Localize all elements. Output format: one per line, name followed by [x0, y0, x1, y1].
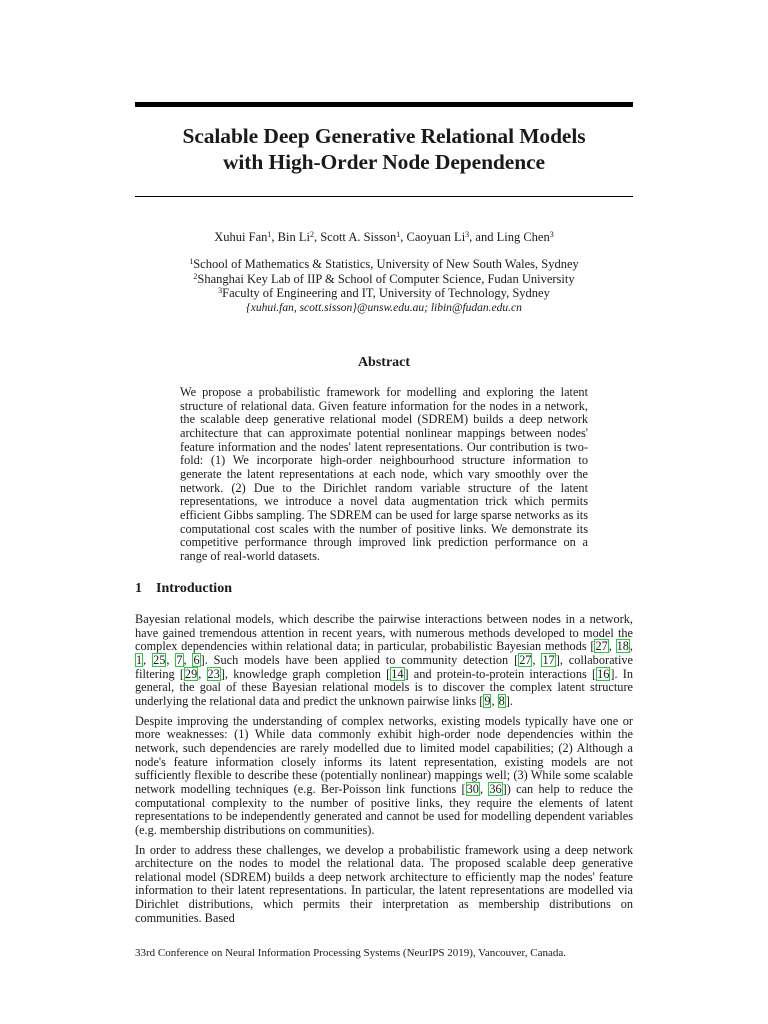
author-name: Bin Li	[277, 230, 310, 244]
paragraph-text: ,	[479, 781, 489, 796]
title-rule	[135, 196, 633, 197]
section-number: 1	[135, 581, 142, 596]
paragraph-text: Bayesian relational models, which describe the pairwise interactions between nodes in a network, have gained tremendous attention in recent years, with numerous methods developed to model the complex dependencies within relational data; in particular, probabilistic Bayesian methods [	[135, 612, 633, 654]
author-separator: ,	[313, 230, 321, 244]
citation-link[interactable]: 27	[595, 639, 608, 654]
paragraph-text: ,	[143, 652, 153, 667]
paper-title	[135, 123, 633, 175]
author-list	[135, 229, 633, 246]
citation-link[interactable]: 16	[597, 666, 610, 681]
section-title: Introduction	[156, 581, 232, 596]
citation-link[interactable]: 30	[466, 781, 479, 796]
abstract-text: We propose a probabilistic framework for modelling and exploring the latent structure of relational data. Given feature information for the nodes in a network, the scalable deep generative relational model (SDREM) builds a deep network architecture that can approximate potential nonlinear mappings between nodes' feature information and the nodes' latent representations. Our contribution is two-fold: (1) We incorporate high-order neighbourhood structure information to generate the latent representations at each node, which vary smoothly over the network. (2) Due to the Dirichlet random variable structure of the latent representations, we introduce a novel data augmentation trick which permits efficient Gibbs sampling. The SDREM can be used for large sparse networks as its computational cost scales with the number of positive links. We demonstrate its competitive performance through improved link prediction performance on a range of real-world datasets.	[180, 385, 588, 563]
paragraph-text: Despite improving the understanding of complex networks, existing models typically have one or more weaknesses: (1) While data commonly exhibit high-order node dependencies within the network, such dependencies are rarely modelled due to limited model capabilities; (2) Although a node's feature information closely informs its latent representation, existing models are not sufficiently flexible to describe these (potentially nonlinear) mappings well; (3) While some scalable network modelling techniques (e.g. Ber-Poisson link functions [	[135, 713, 633, 796]
paragraph-text: ]) can help to reduce the computational complexity to the number of positive links, they require the elements of latent representations to be independently generated and cannot be used for modelling dependent variables (e.g. membership distributions on communities).	[135, 781, 633, 837]
citation-link[interactable]: 18	[616, 639, 629, 654]
paragraph-text: ,	[491, 693, 498, 708]
citation-link[interactable]: 9	[484, 693, 491, 708]
author-name: Scott A. Sisson	[320, 230, 397, 244]
author-affiliation-mark: 2	[309, 230, 314, 239]
citation-link[interactable]: 1	[136, 652, 143, 667]
conference-footnote: 33rd Conference on Neural Information Processing Systems (NeurIPS 2019), Vancouver, Canada.	[135, 947, 567, 959]
paragraph-text: ,	[629, 639, 633, 654]
author-name: Ling Chen	[496, 230, 550, 244]
author-separator: ,	[271, 230, 278, 244]
citation-link[interactable]: 7	[176, 652, 183, 667]
author-name: Caoyuan Li	[406, 230, 466, 244]
citation-link[interactable]: 29	[184, 666, 198, 681]
citation-link[interactable]: 27	[519, 652, 532, 667]
paragraph-text: ], knowledge graph completion [	[220, 666, 391, 681]
affiliation-text: School of Mathematics & Statistics, University of New South Wales, Sydney	[193, 257, 579, 271]
paragraph-text: ,	[198, 666, 207, 681]
abstract-heading: Abstract	[357, 355, 411, 370]
affiliation-mark: 2	[193, 271, 198, 281]
paragraph-text: ,	[166, 652, 176, 667]
paragraph-text: ,	[608, 639, 616, 654]
citation-link[interactable]: 25	[153, 652, 166, 667]
author-affiliation-mark: 1	[267, 230, 272, 239]
affiliation-text: Faculty of Engineering and IT, University of Technology, Sydney	[222, 286, 550, 301]
paragraph-text: In order to address these challenges, we develop a probabilistic framework using a deep network architecture on the nodes to model the relational data. The proposed scalable deep generative relational model (SDREM) builds a deep network architecture to efficiently map the nodes' feature information to their latent representations. In particular, the latent representations are modelled via Dirichlet distributions, which permits their interpretation as membership distributions on communities. Based	[135, 842, 633, 925]
author-affiliation-mark: 3	[549, 230, 554, 239]
paragraph-text: ]. Such models have been applied to community detection [	[200, 652, 519, 667]
citation-link[interactable]: 23	[207, 666, 220, 681]
citation-link[interactable]: 36	[489, 781, 502, 796]
affiliation-text: Shanghai Key Lab of IIP & School of Computer Science, Fudan University	[197, 271, 575, 286]
author-affiliation-mark: 1	[396, 230, 401, 239]
affiliation-line	[135, 286, 633, 301]
author-separator: ,	[400, 230, 407, 244]
affiliation-line	[135, 272, 633, 287]
affiliation-line	[135, 257, 633, 272]
title-line-1: Scalable Deep Generative Relational Models	[182, 124, 586, 148]
paragraph-text: ].	[505, 693, 513, 708]
affiliations	[135, 257, 633, 315]
paragraph-text: ] and protein-to-protein interactions [	[404, 666, 597, 681]
title-line-2: with High-Order Node Dependence	[223, 150, 545, 174]
citation-link[interactable]: 17	[542, 652, 555, 667]
paragraph	[135, 715, 633, 838]
author-affiliation-mark: 3	[465, 230, 470, 239]
author-name: Xuhui Fan	[214, 230, 268, 244]
paragraph-text: ]. In general, the goal of these Bayesian relational models is to discover the complex latent structure underlying the relational data and predict the unknown pairwise links [	[135, 666, 633, 708]
section-heading-introduction	[135, 581, 232, 597]
paragraph	[135, 844, 633, 926]
author-separator: , and	[469, 230, 497, 244]
top-rule	[135, 102, 633, 107]
author-emails: {xuhui.fan, scott.sisson}@unsw.edu.au; libin@fudan.edu.cn	[246, 301, 522, 314]
citation-link[interactable]: 6	[193, 652, 200, 667]
citation-link[interactable]: 14	[391, 666, 404, 681]
affiliation-mark: 3	[218, 286, 223, 296]
paragraph-text: ,	[183, 652, 193, 667]
affiliation-mark: 1	[189, 257, 194, 266]
paragraph-text: ,	[532, 652, 542, 667]
paragraph-text: ], collaborative filtering [	[135, 652, 633, 681]
paragraph	[135, 613, 633, 709]
introduction-body	[135, 613, 633, 931]
citation-link[interactable]: 8	[498, 693, 505, 708]
